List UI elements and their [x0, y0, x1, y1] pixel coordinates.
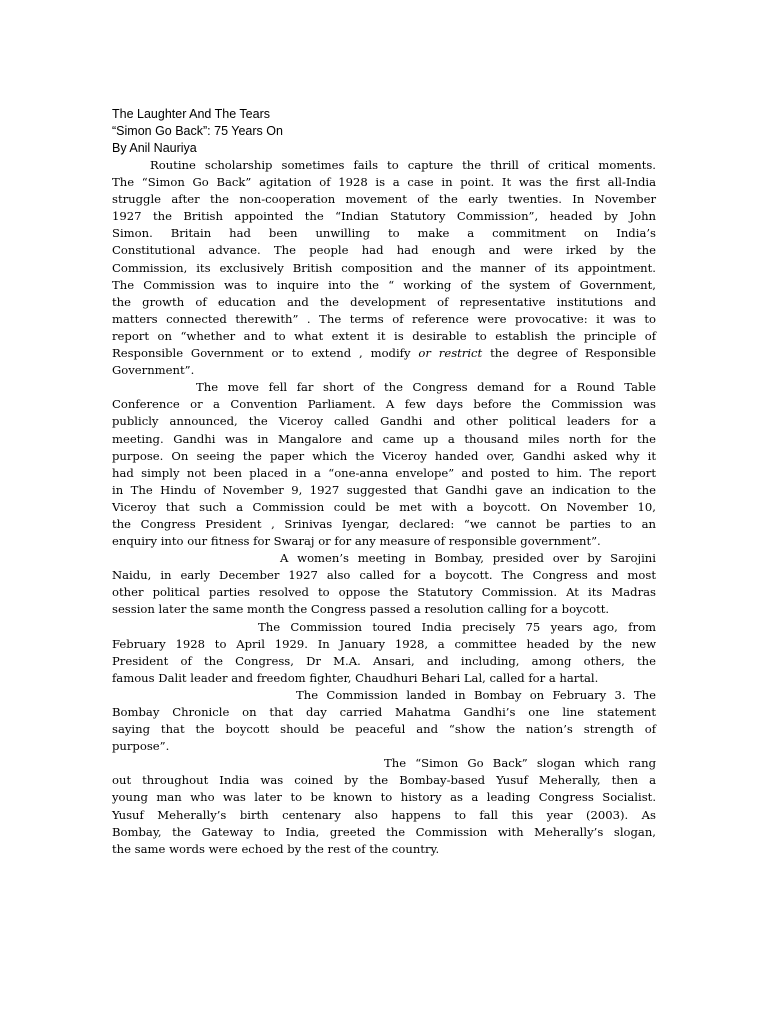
article-byline: By Anil Nauriya — [112, 141, 197, 155]
text-line: young man who was later to be known to history as a leading Congress Socialist. — [112, 790, 656, 805]
paragraph-1 — [112, 157, 656, 379]
text-line: 1927 the British appointed the “Indian Statutory Commission”, headed by John — [112, 209, 656, 224]
text-line: saying that the boycott should be peaceful and “show the nation’s strength of — [112, 722, 656, 737]
text-line: The “Simon Go Back” agitation of 1928 is a case in point. It was the first all-India — [112, 175, 656, 190]
text-line: matters connected therewith” . The terms of reference were provocative: it was to — [112, 311, 656, 326]
text-line: Bombay, the Gateway to India, greeted the Commission with Meherally’s slogan, — [112, 824, 656, 839]
text-line: report on “whether and to what extent it is desirable to establish the principle of — [112, 328, 656, 343]
text-line: Naidu, in early December 1927 also called for a boycott. The Congress and most — [112, 568, 656, 583]
text-line: Conference or a Convention Parliament. A few days before the Commission was — [112, 397, 656, 412]
text-line: The “Simon Go Back” slogan which rang — [384, 756, 656, 771]
text-segment: the degree of Responsible — [482, 346, 656, 361]
text-line-with-emphasis — [112, 345, 656, 362]
text-line: the Congress President , Srinivas Iyengar, declared: “we cannot be parties to an — [112, 516, 656, 531]
text-line: other political parties resolved to oppose the Statutory Commission. At its Madras — [112, 585, 656, 600]
paragraph-3 — [112, 550, 656, 618]
text-line: President of the Congress, Dr M.A. Ansari, and including, among others, the — [112, 653, 656, 668]
emphasis-text: or restrict — [418, 346, 483, 361]
text-line: The move fell far short of the Congress demand for a Round Table — [196, 380, 656, 395]
text-line: in The Hindu of November 9, 1927 suggested that Gandhi gave an indication to the — [112, 482, 656, 497]
text-line: Constitutional advance. The people had had enough and were irked by the — [112, 243, 656, 258]
text-line: the same words were echoed by the rest of the country. — [112, 841, 440, 856]
paragraph-6 — [112, 755, 656, 858]
text-line: publicly announced, the Viceroy called Gandhi and other political leaders for a — [112, 414, 656, 429]
text-segment: Responsible Government or to extend , modify — [112, 346, 419, 361]
article-title: The Laughter And The Tears — [112, 107, 270, 121]
paragraph-2 — [112, 379, 656, 550]
article-subtitle: “Simon Go Back”: 75 Years On — [112, 124, 283, 138]
text-line: The Commission landed in Bombay on February 3. The — [296, 687, 656, 702]
paragraph-4 — [112, 619, 656, 687]
text-line: session later the same month the Congress passed a resolution calling for a boycott. — [112, 602, 610, 617]
text-line: Viceroy that such a Commission could be met with a boycott. On November 10, — [112, 499, 656, 514]
paragraph-5 — [112, 687, 656, 755]
text-line: Government”. — [112, 363, 195, 378]
text-line: Bombay Chronicle on that day carried Mahatma Gandhi’s one line statement — [112, 705, 656, 719]
text-line: meeting. Gandhi was in Mangalore and came up a thousand miles north for the — [112, 431, 656, 446]
text-line: Yusuf Meherally’s birth centenary also happens to fall this year (2003). As — [112, 807, 656, 822]
text-line: February 1928 to April 1929. In January 1928, a committee headed by the new — [112, 636, 656, 651]
text-line: Commission, its exclusively British composition and the manner of its appointment. — [112, 260, 656, 275]
text-line: Simon. Britain had been unwilling to make a commitment on India’s — [112, 226, 656, 241]
text-line: out throughout India was coined by the Bombay-based Yusuf Meherally, then a — [112, 773, 656, 788]
text-line: purpose. On seeing the paper which the Viceroy handed over, Gandhi asked why it — [112, 448, 656, 463]
text-line: the growth of education and the development of representative institutions and — [112, 294, 656, 309]
text-line: A women’s meeting in Bombay, presided over by Sarojini — [280, 551, 656, 566]
document-page — [112, 106, 656, 858]
text-line: Routine scholarship sometimes fails to capture the thrill of critical moments. — [150, 158, 656, 172]
text-line: famous Dalit leader and freedom fighter, Chaudhuri Behari Lal, called for a hartal. — [112, 670, 599, 685]
text-line: enquiry into our fitness for Swaraj or for any measure of responsible government”. — [112, 534, 601, 549]
text-line: The Commission was to inquire into the “ working of the system of Government, — [112, 277, 656, 292]
text-line: purpose”. — [112, 739, 170, 754]
text-line: struggle after the non-cooperation movement of the early twenties. In November — [112, 192, 656, 207]
text-line: The Commission toured India precisely 75 years ago, from — [258, 619, 656, 634]
text-line: had simply not been placed in a “one-anna envelope” and posted to him. The report — [112, 465, 656, 480]
